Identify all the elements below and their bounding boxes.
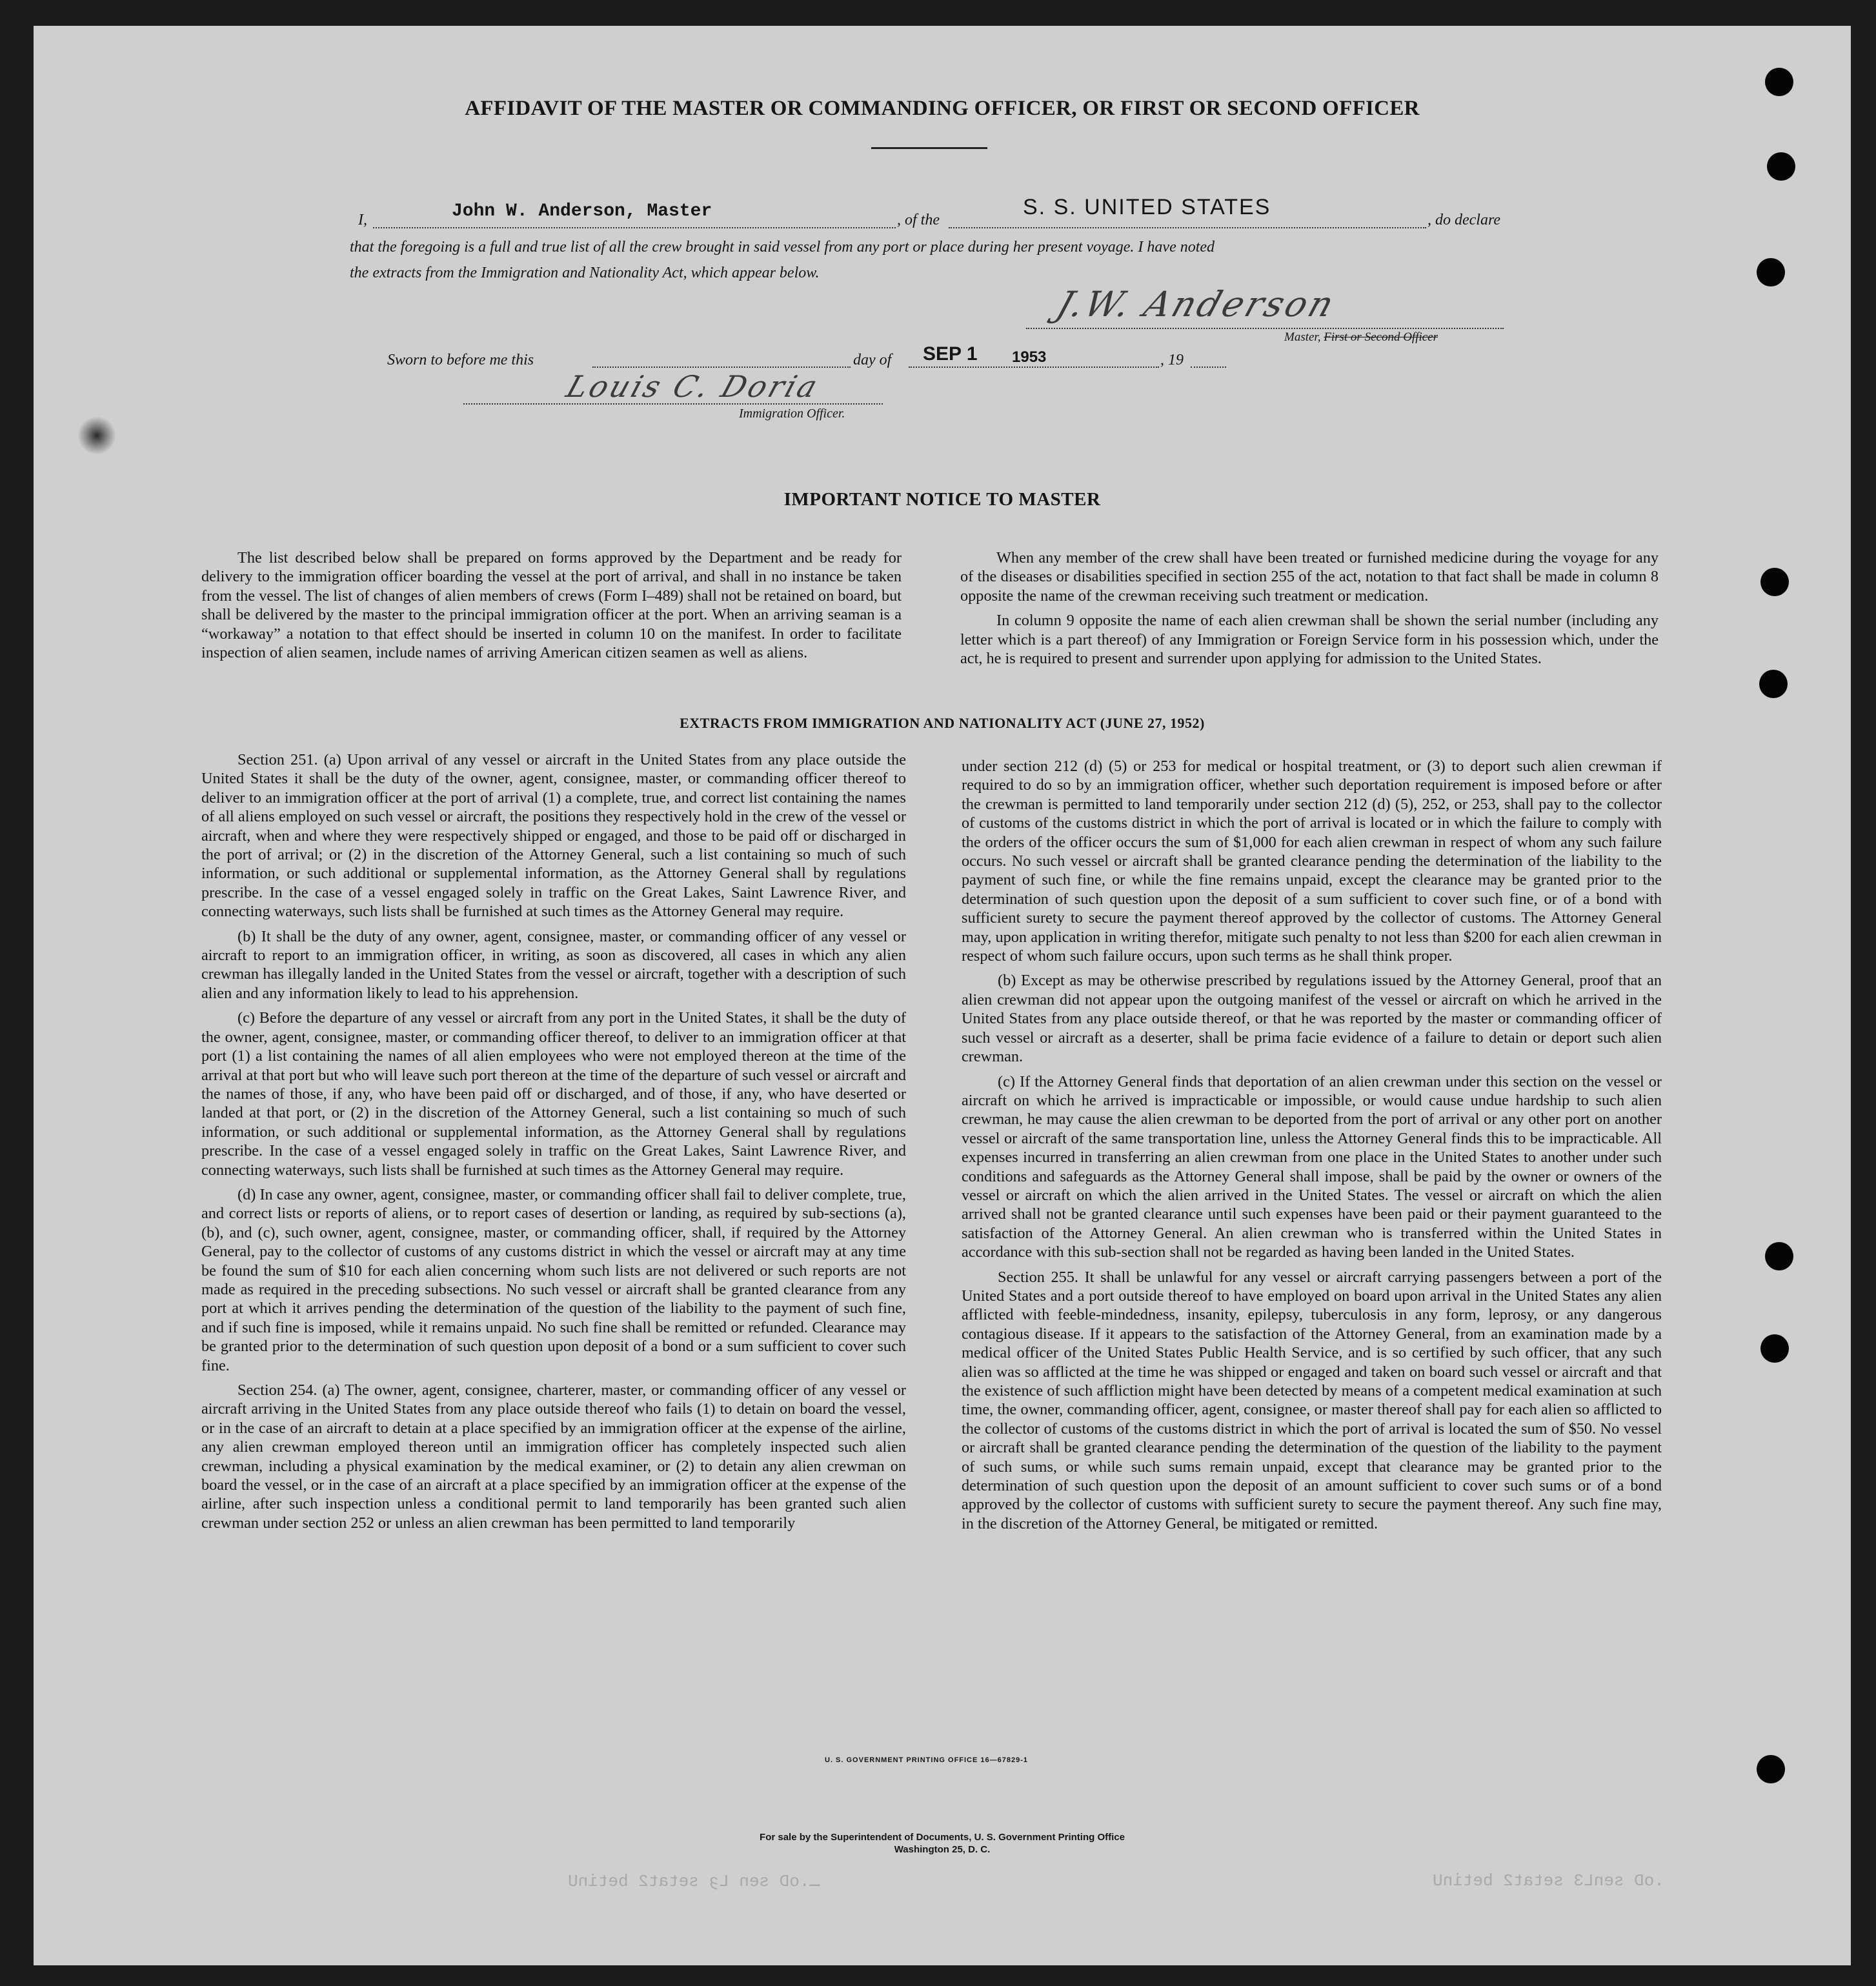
officer-label: Immigration Officer. — [739, 406, 845, 421]
section-251-a: Section 251. (a) Upon arrival of any vessel or aircraft in the United States from any place outside the United States it shall be the duty of the owner, agent, consignee, master, or commanding officer thereof to deliver to an immigration officer at the port of arrival (1) a complete, true, and correct list containing the names of all aliens employed on such vessel or aircraft, the positions they respectively hold in the crew of the vessel or aircraft, when and where they were respectively shipped or engaged, and those to be paid off or discharged in the port of arrival; or (2) in the discretion of the Attorney General, such a list containing so much of such information, or such additional or supplemental information, as the Attorney General shall by regulations prescribe. In the case of a vessel engaged solely in traffic on the Great Lakes, Saint Lawrence River, and connecting waterways, such lists shall be furnished at such times as the Attorney General may require. — [201, 751, 906, 921]
master-signature: J.W. Anderson — [1051, 284, 1342, 325]
title-divider — [871, 147, 987, 149]
sworn-day-line — [592, 366, 851, 368]
day-of-label: day of — [853, 352, 892, 368]
sale-footer — [581, 1831, 1304, 1856]
sworn-label: Sworn to before me this — [387, 352, 534, 368]
officer-signature-line — [463, 403, 883, 405]
notice-right-column — [960, 548, 1659, 674]
comma-19-label: , 19 — [1160, 352, 1184, 368]
section-251-b: (b) It shall be the duty of any owner, agent, consignee, master, or commanding officer of any vessel or aircraft to report to an immigration officer, in writing, as soon as discovered, all cases in which any alien crewman has illegally landed in the United States from the vessel or aircraft, together with a description of such alien and any information likely to lead to his apprehension. — [201, 927, 906, 1002]
extracts-left-column — [201, 750, 906, 1538]
footer-line-2: Washington 25, D. C. — [894, 1844, 991, 1855]
i-label: I, — [358, 212, 367, 228]
vessel-name: S. S. UNITED STATES — [1023, 195, 1271, 219]
master-role-label — [1284, 330, 1438, 345]
punch-hole — [1765, 1242, 1793, 1270]
master-signature-line — [1026, 328, 1504, 329]
notice-right-paragraph-1: When any member of the crew shall have been treated or furnished medicine during the voyage for any of the diseases or disabilities specified in section 255 of the act, notation to that fact shall be made in column 8 opposite the name of the crewman receiving such treatment or medication. — [960, 549, 1659, 605]
punch-hole — [1757, 258, 1785, 286]
footer-line-1: For sale by the Superintendent of Documents, U. S. Government Printing Office — [760, 1832, 1125, 1843]
section-254-a: Section 254. (a) The owner, agent, consignee, charterer, master, or commanding officer of any vessel or aircraft arriving in the United States from any place outside thereof who fails (1) to detain on board the vessel, or in the case of an aircraft to detain at a place specified by an immigration officer at the expense of the airline, any alien crewman employed thereon until an immigration officer has completely inspected such alien crewman, including a physical examination by the medical examiner, or (2) to detain any alien crewman on board the vessel, or in the case of an aircraft at a place specified by an immigration officer at the expense of the airline, after such inspection unless a conditional permit to land temporarily has been granted such alien crewman under section 252 or unless an alien crewman has been permitted to land temporarily — [201, 1381, 906, 1532]
of-the-label: , of the — [897, 212, 940, 228]
bleed-through-text-2: .oD senL3 setat2 betinU — [1433, 1871, 1664, 1891]
notice-left-paragraph: The list described below shall be prepared on forms approved by the Department and be ready for delivery to the immigration officer boarding the vessel at the port of arrival, and shall in no instance be taken from the vessel. The list of changes of alien members of crews (Form I–489) shall not be retained on board, but shall be delivered by the master to the principal immigration officer at the port. When an arriving seaman is a “workaway” a notation to that effect should be inserted in column 10 on the manifest. In order to facilitate inspection of alien seamen, include names of arriving American citizen seamen as well as aliens. — [201, 549, 902, 662]
sworn-month-line — [909, 366, 1159, 368]
master-role-struck: First or Second Officer — [1324, 330, 1438, 344]
section-255: Section 255. It shall be unlawful for any vessel or aircraft carrying passengers between a port of the United States and a port outside thereof to have employed on board upon arrival in the United States any alien afflicted with feeble-mindedness, insanity, epilepsy, tuberculosis in any form, leprosy, or any dangerous contagious disease. If it appears to the satisfaction of the Attorney General, from an examination made by a medical officer of the United States Public Health Service, and is so certified by such officer, that any such alien was so afflicted at the time he was shipped or engaged and taken on board such vessel or aircraft and that the existence of such affliction might have been detected by means of a competent medical examination at such time, the owner, commanding officer, agent, consignee, or master thereof shall pay for each alien so afflicted to the collector of customs of the customs district in which the port of arrival is located the sum of $50. No vessel or aircraft shall be granted clearance pending the determination of the question of the liability to the payment of such sums, or while such sums remain unpaid, except that clearance may be granted prior to the determination of such question upon the deposit of an amount sufficient to cover such sums or of a bond approved by the collector of customs with sufficient surety to secure the payment thereof. Any such fine may, in the discretion of the Attorney General, be mitigated or remitted. — [962, 1268, 1662, 1532]
section-254-a-continued: under section 212 (d) (5) or 253 for medical or hospital treatment, or (3) to deport such alien crewman if required to do so by an immigration officer, whether such deportation requirement is imposed before or after the crewman is permitted to land temporarily under section 212 (d) (5), 252, or 253, shall pay to the collector of customs of the customs district in which the port of arrival is located or in which the failure to comply with the orders of the officer occurs the sum of $1,000 for each alien crewman in respect of whom any such failure occurs. No such vessel or aircraft shall be granted clearance pending the determination of the liability to the payment of such fine, or while the fine remains unpaid, except the clearance may be granted prior to the determination of such question upon the deposit of a sum sufficient to cover such fine, or of a bond with sufficient surety to secure the payment thereof approved by the collector of customs. The Attorney General may, upon application in writing therefor, mitigate such penalty to not less than $200 for each alien crewman in respect of whom such failure occurs, upon such terms as he shall think proper. — [962, 757, 1662, 965]
section-251-c: (c) Before the departure of any vessel or aircraft from any port in the United States, it shall be the duty of the owner, agent, consignee, master, or commanding officer thereof, to deliver to an immigration officer at that port (1) a list containing the names of all alien employees who were not employed thereon at the time of the arrival at that port but who will leave such port thereon at the time of the departure of such vessel or aircraft and the names of those, if any, who have been paid off or discharged, and of those, if any, who have deserted or landed at that port, or (2) in the discretion of the Attorney General, such a list containing so much of such information, or such additional or supplemental information, as the Attorney General shall by regulations prescribe. In the case of a vessel engaged solely in traffic on the Great Lakes, Saint Lawrence River, and connecting waterways, such lists shall be furnished at such times as the Attorney General may require. — [201, 1009, 906, 1179]
punch-hole — [1765, 68, 1793, 96]
year-line — [1191, 366, 1226, 368]
punch-hole — [1757, 1755, 1785, 1783]
bleed-through-text: ـ.oD sen Lȝ setat2 betinU — [568, 1872, 820, 1891]
printing-office-mark: U. S. GOVERNMENT PRINTING OFFICE 16—67829-1 — [825, 1756, 1029, 1764]
notice-heading: IMPORTANT NOTICE TO MASTER — [783, 489, 1101, 510]
declarant-line — [373, 227, 896, 228]
statement-line-2: the extracts from the Immigration and Nationality Act, which appear below. — [350, 265, 820, 281]
affidavit-title: AFFIDAVIT OF THE MASTER OR COMMANDING OFFICER, OR FIRST OR SECOND OFFICER — [465, 97, 1420, 120]
section-254-b: (b) Except as may be otherwise prescribed by regulations issued by the Attorney General, proof that an alien crewman did not appear upon the outgoing manifest of the vessel or aircraft on which he arrived in the United States from any place outside thereof, or that he was reported by the master or commanding officer of such vessel or aircraft as a deserter, shall be prima facie evidence of a failure to detain or deport such alien crewman. — [962, 972, 1662, 1066]
stamp-date: SEP 1 — [923, 343, 978, 365]
extracts-right-column — [962, 757, 1662, 1539]
stamp-year: 1953 — [1012, 348, 1047, 366]
punch-hole — [1760, 568, 1789, 596]
declarant-name: John W. Anderson, Master — [452, 201, 712, 221]
section-251-d: (d) In case any owner, agent, consignee, master, or commanding officer shall fail to deliver complete, true, and correct lists or reports of aliens, or to report cases of desertion or landing, as required by sub-sections (a), (b), and (c), such owner, agent, consignee, master, or commanding officer, shall, if required by the Attorney General, pay to the collector of customs of any customs district in which the vessel or aircraft may at any time be found the sum of $10 for each alien concerning whom such lists are not delivered or such reports are not made as required in the preceding subsections. No such vessel or aircraft shall be granted clearance from any port at which it arrives pending the determination of the question of the liability to the payment of such fine, and if such fine is imposed, while it remains unpaid. No such fine shall be remitted or refunded. Clearance may be granted prior to the determination of such question upon deposit of a bond or a sum sufficient to cover such fine. — [201, 1185, 906, 1374]
extracts-heading: EXTRACTS FROM IMMIGRATION AND NATIONALITY ACT (JUNE 27, 1952) — [680, 715, 1205, 731]
punch-hole — [1760, 1334, 1789, 1363]
punch-hole — [1759, 670, 1788, 698]
statement-line-1: that the foregoing is a full and true list of all the crew brought in said vessel from any port or place during her present voyage. I have noted — [350, 239, 1215, 256]
notice-left-column — [201, 548, 902, 668]
section-254-c: (c) If the Attorney General finds that deportation of an alien crewman under this section on the vessel or aircraft on which he arrived is impracticable or impossible, or would cause undue hardship to such alien crewman, he may cause the alien crewman to be deported from the port of arrival or any other port on another vessel or aircraft of the same transportation line, unless the Attorney General finds this to be impracticable. All expenses incurred in transferring an alien crewman from one place in the United States to another under such conditions and safeguards as the Attorney General shall impose, shall be paid by the owner or owners of the vessel or aircraft on which the alien arrived in the United States. The vessel or aircraft on which the alien arrived shall not be granted clearance until such expenses have been paid or their payment guaranteed to the satisfaction of the Attorney General. An alien crewman who is transferred within the United States in accordance with this sub-section shall not be regarded as having been landed in the United States. — [962, 1072, 1662, 1261]
notice-right-paragraph-2: In column 9 opposite the name of each alien crewman shall be shown the serial number (including any letter which is a part thereof) of any Immigration or Foreign Service form in his possession which, under the act, he is required to present and surrender upon applying for admission to the United States. — [960, 612, 1659, 668]
ink-stain — [77, 416, 116, 455]
officer-signature: Louis C. Doria — [562, 369, 825, 404]
master-role-plain: Master, — [1284, 330, 1321, 344]
do-declare-label: , do declare — [1427, 212, 1501, 228]
punch-hole — [1767, 152, 1795, 181]
vessel-line — [949, 227, 1426, 228]
